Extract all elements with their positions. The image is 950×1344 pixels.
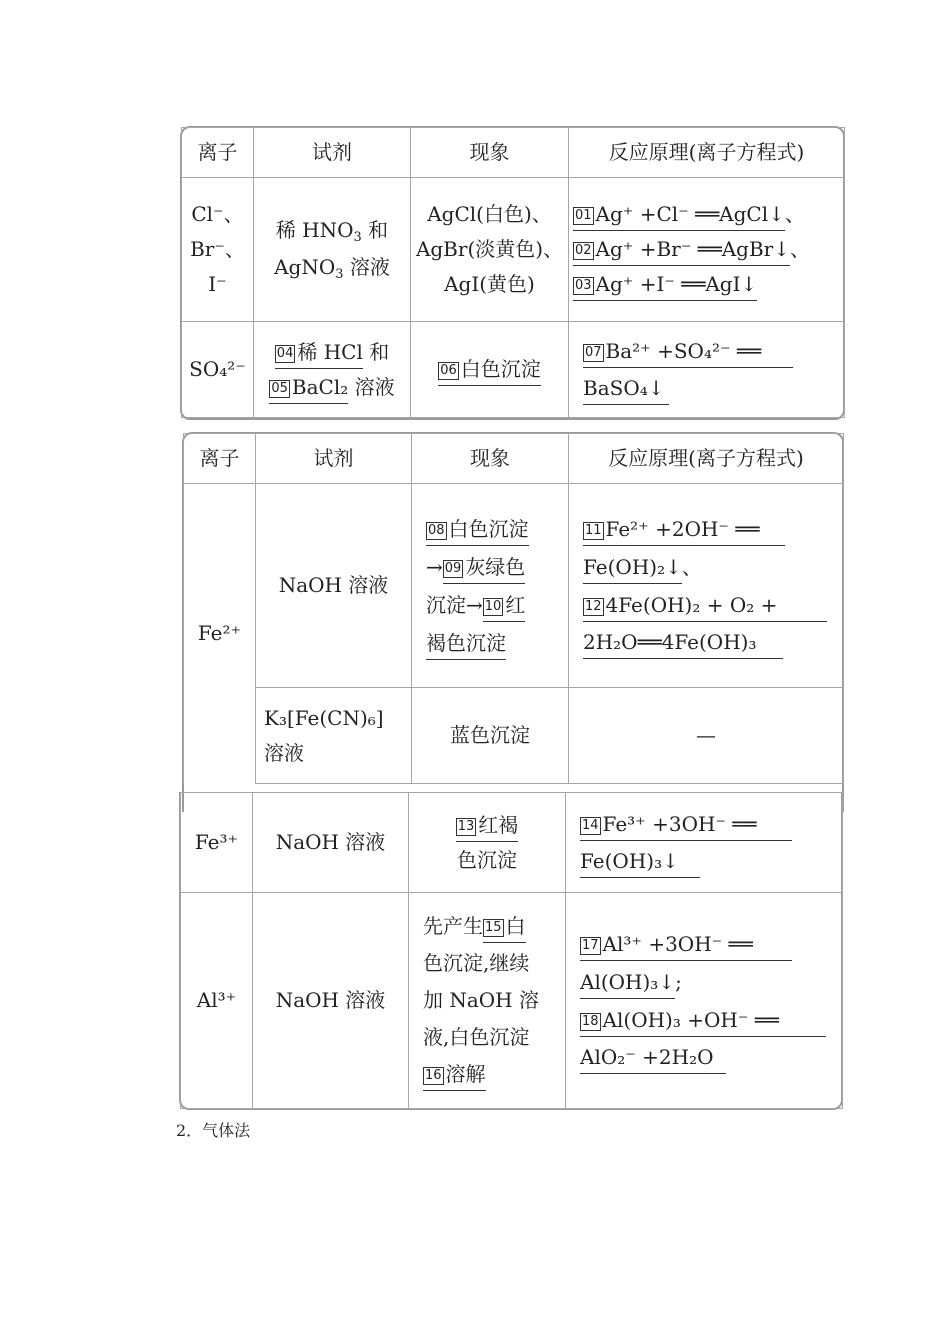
answer-number: 07 xyxy=(585,344,602,360)
table-row xyxy=(184,688,844,784)
ion-fe2: Fe²⁺ xyxy=(184,484,256,784)
equation-cell: 14 Fe³⁺ +3OH⁻ ══ Fe(OH)₃↓ xyxy=(566,793,843,893)
table1 xyxy=(181,127,845,418)
equation-cell: 11 Fe²⁺ +2OH⁻ ══ Fe(OH)₂↓、 12 4Fe(OH)₂ + O₂ + 2H₂O══4Fe(OH)₃ xyxy=(569,484,844,688)
table2 xyxy=(183,433,844,784)
equation-cell: 07 Ba²⁺ +SO₄²⁻ ══ BaSO₄↓ xyxy=(569,322,845,418)
equation-cell: 17 Al³⁺ +3OH⁻ ══ Al(OH)₃↓; 18 Al(OH)₃ +OH⁻ ══ AlO₂⁻ +2H₂O xyxy=(566,893,843,1109)
table-row xyxy=(182,322,845,418)
reagent-cell: 稀 $HNO_3$ 和 AgNO$_3$ 溶液 xyxy=(254,178,411,322)
table3 xyxy=(180,792,843,1109)
ion-al3: Al³⁺ xyxy=(181,893,253,1109)
answer-number: 09 xyxy=(444,560,462,576)
ion-fe3: Fe³⁺ xyxy=(181,793,253,893)
phenomenon-cell: 蓝色沉淀 xyxy=(412,688,569,784)
phenomenon-cell: 先产生 15 白 色沉淀,继续 加 NaOH 溶 液,白色沉淀 16 溶解 xyxy=(409,893,566,1109)
answer-number: 11 xyxy=(585,522,602,538)
equation-cell: — xyxy=(569,688,844,784)
header-reagent: 试剂 xyxy=(256,434,412,484)
header-reagent: 试剂 xyxy=(254,128,411,178)
answer-number: 17 xyxy=(582,937,599,953)
reagent-cell: NaOH 溶液 xyxy=(256,484,412,688)
table-row xyxy=(184,484,844,688)
table2-header-row xyxy=(184,434,844,484)
header-principle: 反应原理(离子方程式) xyxy=(569,434,844,484)
equation: 02 Ag⁺ +Br⁻ ══AgBr↓ xyxy=(573,234,790,266)
equation: 03 Ag⁺ +I⁻ ══AgI↓ xyxy=(573,269,757,301)
equation-cell: 01 Ag⁺ +Cl⁻ ══AgCl↓、 02 Ag⁺ +Br⁻ ══AgBr↓、 03 Ag⁺ +I⁻ ══AgI↓ xyxy=(569,178,845,322)
answer-number: 13 xyxy=(457,818,475,834)
answer-number: 05 xyxy=(271,380,288,396)
reagent-cell: K₃[Fe(CN)₆] 溶液 xyxy=(256,688,412,784)
phenomenon-cell: 13 红褐 色沉淀 xyxy=(409,793,566,893)
answer-number: 04 xyxy=(276,345,294,361)
header-ion: 离子 xyxy=(184,434,256,484)
equation: 01 Ag⁺ +Cl⁻ ══AgCl↓ xyxy=(573,199,785,231)
phenomenon-cell: 06 白色沉淀 xyxy=(411,322,569,418)
header-ion: 离子 xyxy=(182,128,254,178)
answer-number: 12 xyxy=(585,598,602,614)
ion-cl: Cl⁻、 xyxy=(191,202,244,226)
reagent-text: 稀 HNO xyxy=(275,217,354,242)
answer-number: 08 xyxy=(428,522,445,538)
phenomenon-cell: 08 白色沉淀 → 09 灰绿色 沉淀→ 10 红 褐色沉淀 xyxy=(412,484,569,688)
reagent-cell: NaOH 溶液 xyxy=(253,793,409,893)
answer-number: 10 xyxy=(484,598,502,614)
ion-so4: SO₄²⁻ xyxy=(182,322,254,418)
header-principle: 反应原理(离子方程式) xyxy=(569,128,845,178)
answer-number: 03 xyxy=(575,278,592,293)
ion-cell xyxy=(182,178,254,322)
answer-number: 18 xyxy=(582,1013,599,1029)
answer-number: 02 xyxy=(575,243,592,258)
header-phenomenon: 现象 xyxy=(412,434,569,484)
header-phenomenon: 现象 xyxy=(411,128,569,178)
answer-number: 16 xyxy=(425,1068,442,1083)
reagent-cell: NaOH 溶液 xyxy=(253,893,409,1109)
ion-i: I⁻ xyxy=(208,272,227,296)
phenomenon-cell: AgCl(白色)、 AgBr(淡黄色)、 AgI(黄色) xyxy=(411,178,569,322)
answer-number: 14 xyxy=(582,817,599,833)
reagent-cell: 04 稀 HCl 和 05 BaCl₂ 溶液 xyxy=(254,322,411,418)
answer-number: 06 xyxy=(440,363,457,378)
reagent-text: AgNO xyxy=(274,254,336,279)
table1-header-row xyxy=(182,128,845,178)
table-row xyxy=(181,893,843,1109)
answer-number: 01 xyxy=(575,208,592,223)
ion-br: Br⁻、 xyxy=(190,237,245,261)
table-row xyxy=(182,178,845,322)
table-row xyxy=(181,793,843,893)
section-heading: 2．气体法 xyxy=(176,1121,251,1140)
answer-number: 15 xyxy=(485,920,502,935)
